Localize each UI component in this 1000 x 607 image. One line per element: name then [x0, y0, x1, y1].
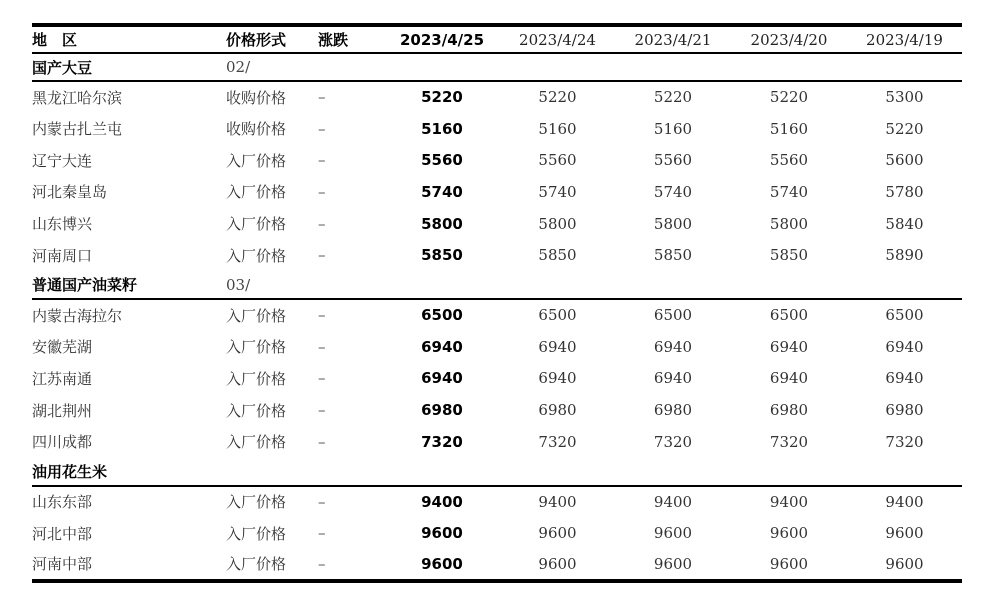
table-row [32, 144, 962, 176]
header-change: 涨跌 [318, 31, 349, 49]
price-value-3: 7320 [769, 432, 809, 451]
price-value-1: 6980 [538, 401, 577, 420]
table-row [32, 486, 962, 518]
price-value-1: 5160 [538, 119, 577, 138]
oilseed-price-table [32, 23, 962, 583]
price-form-cell: 入厂价格 [226, 246, 287, 265]
price-value-3: 6940 [769, 337, 809, 356]
price-form-cell: 入厂价格 [226, 151, 287, 170]
region-cell: 山东东部 [32, 493, 93, 512]
table-row [32, 113, 962, 145]
price-form-cell: 收购价格 [226, 120, 287, 139]
price-form-cell: 入厂价格 [226, 493, 287, 512]
price-value-3: 6980 [769, 401, 809, 420]
region-cell: 江苏南通 [32, 369, 93, 388]
table-row [32, 549, 962, 581]
change-cell: – [318, 182, 326, 201]
category-name: 普通国产油菜籽 [32, 276, 138, 295]
category-row [32, 271, 962, 299]
price-form-cell: 收购价格 [226, 88, 287, 107]
price-value-1: 5740 [538, 182, 577, 201]
category-unit [226, 458, 962, 486]
price-value-2: 5220 [653, 88, 693, 107]
price-value-2: 5850 [653, 246, 693, 265]
price-value-2: 9600 [653, 524, 693, 543]
price-form-cell: 入厂价格 [226, 183, 287, 202]
region-cell: 辽宁大连 [32, 151, 93, 170]
region-cell: 四川成都 [32, 433, 93, 452]
price-value-0: 5740 [421, 182, 463, 201]
price-value-3: 5560 [769, 151, 809, 170]
price-value-4: 9600 [885, 554, 924, 573]
price-value-0: 6940 [421, 369, 463, 388]
price-value-1: 6940 [538, 369, 577, 388]
price-value-0: 7320 [421, 432, 463, 451]
price-value-4: 6980 [885, 401, 924, 420]
price-value-4: 7320 [885, 432, 924, 451]
table-row [32, 176, 962, 208]
price-value-0: 6940 [421, 337, 463, 356]
region-cell: 河北秦皇岛 [32, 183, 108, 202]
header-date-4: 2023/4/19 [866, 30, 943, 49]
price-value-0: 5160 [421, 119, 463, 138]
price-value-4: 5780 [885, 182, 924, 201]
change-cell: – [318, 401, 326, 420]
price-value-0: 6980 [421, 401, 463, 420]
price-value-3: 9400 [769, 492, 809, 511]
price-value-4: 9400 [885, 492, 924, 511]
category-row [32, 53, 962, 81]
price-value-2: 5740 [653, 182, 693, 201]
price-value-2: 6980 [653, 401, 693, 420]
change-cell: – [318, 306, 326, 325]
price-value-1: 6500 [538, 306, 577, 325]
table-row [32, 517, 962, 549]
price-value-2: 9600 [653, 554, 693, 573]
price-value-2: 6940 [653, 369, 693, 388]
change-cell: – [318, 432, 326, 451]
price-value-0: 5800 [421, 214, 463, 233]
price-value-1: 5560 [538, 151, 577, 170]
category-row [32, 458, 962, 486]
price-value-0: 6500 [421, 306, 463, 325]
change-cell: – [318, 214, 326, 233]
price-form-cell: 入厂价格 [226, 306, 287, 325]
category-name: 国产大豆 [32, 58, 93, 77]
table-row [32, 208, 962, 240]
table-header-row [32, 25, 962, 53]
price-value-1: 9600 [538, 524, 577, 543]
change-cell: – [318, 337, 326, 356]
table-row [32, 81, 962, 113]
price-value-1: 7320 [538, 432, 577, 451]
price-value-1: 9600 [538, 554, 577, 573]
price-value-4: 5220 [885, 119, 924, 138]
price-value-1: 5850 [538, 246, 577, 265]
header-region: 地 区 [32, 31, 78, 49]
table-body [32, 53, 962, 581]
table-row [32, 331, 962, 363]
price-value-1: 6940 [538, 337, 577, 356]
change-cell: – [318, 492, 326, 511]
price-value-4: 5890 [885, 246, 924, 265]
change-cell: – [318, 524, 326, 543]
header-date-1: 2023/4/24 [519, 30, 596, 49]
table-row [32, 239, 962, 271]
price-value-3: 5160 [769, 119, 809, 138]
change-cell: – [318, 246, 326, 265]
price-value-2: 5160 [653, 119, 693, 138]
change-cell: – [318, 88, 326, 107]
price-value-3: 5850 [769, 246, 809, 265]
price-value-0: 9600 [421, 524, 463, 543]
price-value-4: 5300 [885, 88, 924, 107]
region-cell: 安徽芜湖 [32, 338, 93, 357]
price-value-3: 5220 [769, 88, 809, 107]
header-date-2: 2023/4/21 [634, 30, 712, 49]
price-value-3: 6940 [769, 369, 809, 388]
price-value-2: 7320 [653, 432, 693, 451]
category-name: 油用花生米 [32, 462, 108, 481]
price-form-cell: 入厂价格 [226, 215, 287, 234]
price-value-4: 5840 [885, 214, 924, 233]
category-unit: 02/ [226, 58, 251, 76]
region-cell: 山东博兴 [32, 215, 93, 234]
price-form-cell: 入厂价格 [226, 555, 287, 574]
table-row [32, 363, 962, 395]
price-value-2: 6500 [653, 306, 693, 325]
region-cell: 内蒙古扎兰屯 [32, 120, 123, 139]
region-cell: 河北中部 [32, 524, 93, 543]
price-value-0: 5560 [421, 151, 463, 170]
price-value-3: 5740 [769, 182, 809, 201]
price-value-3: 5800 [769, 214, 809, 233]
table-row [32, 299, 962, 331]
region-cell: 湖北荆州 [32, 401, 93, 420]
region-cell: 河南周口 [32, 246, 93, 265]
change-cell: – [318, 369, 326, 388]
header-date-0: 2023/4/25 [399, 30, 485, 49]
price-value-4: 9600 [885, 524, 924, 543]
price-value-3: 9600 [769, 554, 809, 573]
price-value-3: 6500 [769, 306, 809, 325]
price-value-4: 5600 [885, 151, 924, 170]
price-value-2: 6940 [653, 337, 693, 356]
price-value-0: 9400 [421, 492, 463, 511]
category-unit: 03/ [226, 275, 251, 294]
header-price-form: 价格形式 [226, 31, 287, 49]
price-form-cell: 入厂价格 [226, 433, 287, 452]
price-form-cell: 入厂价格 [226, 338, 287, 357]
price-value-4: 6940 [885, 337, 924, 356]
price-value-0: 5850 [421, 246, 463, 265]
price-form-cell: 入厂价格 [226, 369, 287, 388]
price-value-2: 9400 [653, 492, 693, 511]
region-cell: 河南中部 [32, 555, 93, 574]
price-form-cell: 入厂价格 [226, 524, 287, 543]
change-cell: – [318, 119, 326, 138]
price-value-0: 5220 [421, 88, 463, 107]
price-value-2: 5800 [653, 214, 693, 233]
price-value-1: 5800 [538, 214, 577, 233]
price-value-2: 5560 [653, 151, 693, 170]
price-value-1: 9400 [538, 492, 577, 511]
table-row [32, 394, 962, 426]
price-value-1: 5220 [538, 88, 577, 107]
change-cell: – [318, 554, 326, 573]
region-cell: 黑龙江哈尔滨 [32, 88, 123, 107]
header-date-3: 2023/4/20 [750, 30, 828, 49]
change-cell: – [318, 151, 326, 170]
price-value-0: 9600 [421, 554, 463, 573]
price-value-3: 9600 [769, 524, 809, 543]
price-form-cell: 入厂价格 [226, 401, 287, 420]
price-value-4: 6940 [885, 369, 924, 388]
table-row [32, 426, 962, 458]
region-cell: 内蒙古海拉尔 [32, 306, 123, 325]
price-value-4: 6500 [885, 306, 924, 325]
